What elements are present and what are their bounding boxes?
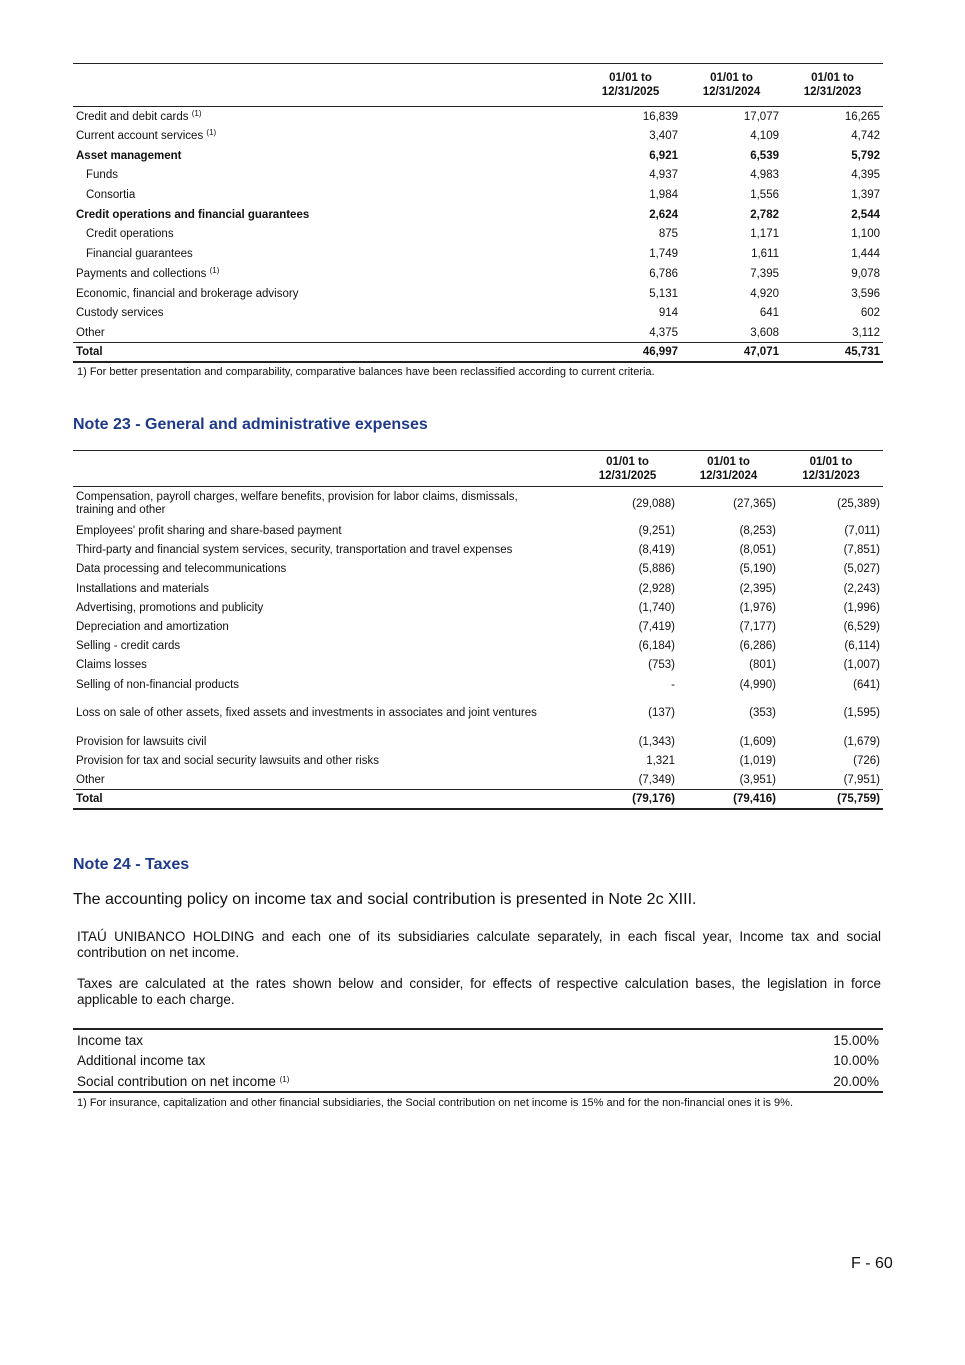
cell: 20.00%	[833, 1073, 879, 1089]
row-label: Credit and debit cards	[76, 110, 189, 123]
row-label: Provision for tax and social security lawsuits and other risks	[76, 754, 379, 767]
cell: 17,077	[743, 110, 779, 123]
note24-paragraph-2: Taxes are calculated at the rates shown below and consider, for effects of respective calculation bases, the legislation in force applicable to each charge.	[77, 976, 881, 1007]
cell: (753)	[648, 659, 675, 672]
cell: 4,742	[851, 130, 880, 143]
cell: (79,176)	[632, 793, 675, 805]
row-label: Income tax	[77, 1032, 144, 1048]
cell: (1,679)	[843, 735, 880, 748]
row-label: Custody services	[76, 307, 164, 320]
cell: 914	[658, 307, 678, 320]
cell: (801)	[749, 659, 776, 672]
cell: 1,749	[649, 248, 678, 261]
table-row	[73, 205, 883, 225]
cell: (5,886)	[638, 563, 675, 576]
row-label: Credit operations and financial guarantees	[76, 208, 310, 221]
cell: (1,595)	[843, 707, 880, 720]
cell: (7,011)	[844, 525, 880, 538]
cell: 2,544	[851, 208, 880, 221]
table-row	[73, 1071, 883, 1092]
row-label: Employees' profit sharing and share-based payment	[76, 525, 342, 538]
cell: 3,596	[851, 287, 880, 300]
cell: (79,416)	[733, 793, 776, 805]
row-label: Claims losses	[76, 659, 147, 672]
cell: (25,389)	[837, 498, 880, 511]
cell: (6,114)	[844, 640, 880, 653]
table-row	[73, 166, 883, 186]
cell: (75,759)	[837, 793, 880, 805]
note24-paragraph-1: ITAÚ UNIBANCO HOLDING and each one of its subsidiaries calculate separately, in each fiscal year, Income tax and social contribution on net income.	[77, 929, 881, 960]
table-row	[73, 637, 883, 656]
table-header-row	[73, 451, 883, 487]
cell: (641)	[853, 678, 880, 691]
total-row	[73, 790, 883, 809]
footnote-ref: (1)	[279, 1074, 290, 1084]
row-label: Current account services	[76, 130, 204, 143]
cell: 602	[860, 307, 880, 320]
header-col-2025: 01/01 to 12/31/2025	[601, 72, 660, 98]
cell: 6,786	[649, 267, 678, 280]
cell: (8,253)	[739, 525, 776, 538]
row-label: Installations and materials	[76, 582, 209, 595]
cell: 2,782	[750, 208, 779, 221]
table-row	[73, 522, 883, 541]
table-row	[73, 675, 883, 694]
cell: (7,851)	[843, 544, 880, 557]
cell: 46,997	[642, 346, 678, 358]
total-row	[73, 343, 883, 362]
table-row	[73, 560, 883, 579]
cell: (3,951)	[739, 773, 776, 786]
cell: 1,611	[751, 248, 779, 261]
cell: (353)	[749, 707, 776, 720]
cell: 1,321	[646, 754, 675, 767]
service-fees-table	[73, 63, 883, 363]
header-col-2023: 01/01 to 12/31/2023	[803, 72, 862, 98]
cell: (4,990)	[739, 678, 776, 691]
header-blank	[73, 64, 580, 107]
header-blank	[73, 451, 577, 487]
table-row	[73, 541, 883, 560]
cell: (137)	[648, 707, 675, 720]
table-header-row	[73, 64, 883, 107]
row-label: Additional income tax	[77, 1053, 206, 1068]
cell: (1,609)	[739, 735, 776, 748]
note24-intro: The accounting policy on income tax and social contribution is presented in Note 2c XIII.	[73, 891, 697, 908]
row-label: Other	[76, 773, 105, 786]
table-row	[73, 694, 883, 732]
cell: (1,019)	[739, 754, 776, 767]
cell: 5,792	[851, 149, 880, 162]
table-row	[73, 1050, 883, 1071]
table-row	[73, 487, 883, 522]
row-label: Depreciation and amortization	[76, 621, 229, 634]
page-number: F - 60	[851, 1255, 893, 1272]
row-label: Compensation, payroll charges, welfare benefits, provision for labor claims, dismissals, training and other	[76, 491, 518, 517]
row-label: Credit operations	[86, 228, 174, 241]
cell: (7,349)	[638, 773, 675, 786]
cell: 1,444	[851, 248, 880, 261]
cell: 875	[658, 228, 678, 241]
cell: 4,109	[750, 130, 779, 143]
cell: 2,624	[649, 208, 678, 221]
cell: (7,419)	[638, 621, 675, 634]
row-label: Third-party and financial system services, security, transportation and travel expenses	[76, 544, 513, 557]
table-row	[73, 303, 883, 323]
cell: (7,951)	[843, 773, 880, 786]
cell: (1,007)	[843, 659, 880, 672]
cell: (27,365)	[733, 498, 776, 511]
cell: (1,996)	[843, 601, 880, 614]
row-label: Data processing and telecommunications	[76, 563, 287, 576]
note24-title: Note 24 - Taxes	[73, 856, 190, 873]
cell: 3,112	[852, 326, 880, 339]
note23-title: Note 23 - General and administrative expenses	[73, 416, 428, 433]
table1-footnote: 1) For better presentation and comparability, comparative balances have been reclassified according to current criteria.	[77, 366, 655, 378]
table-row	[73, 185, 883, 205]
row-label: Consortia	[86, 189, 136, 202]
table-row	[73, 617, 883, 636]
table-row	[73, 598, 883, 617]
table-row	[73, 579, 883, 598]
header-col-2025: 01/01 to 12/31/2025	[598, 455, 657, 482]
cell: 16,839	[642, 110, 678, 123]
cell: 4,937	[649, 169, 678, 182]
table-row	[73, 284, 883, 304]
row-label: Loss on sale of other assets, fixed assets and investments in associates and joint ventures	[76, 707, 537, 720]
table-row	[73, 751, 883, 770]
note24-footnote: 1) For insurance, capitalization and other financial subsidiaries, the Social contribution on net income is 15% and for the non-financial ones it is 9%.	[77, 1097, 794, 1109]
cell: 1,556	[750, 189, 779, 202]
cell: 7,395	[750, 267, 779, 280]
table-row	[73, 323, 883, 343]
table-row	[73, 1029, 883, 1050]
cell: 3,407	[649, 130, 678, 143]
table-row	[73, 244, 883, 264]
table-row	[73, 732, 883, 751]
cell: 9,078	[851, 267, 880, 280]
cell: (726)	[853, 754, 880, 767]
cell: (2,395)	[739, 582, 776, 595]
footnote-ref: (1)	[209, 265, 220, 275]
table-row	[73, 264, 883, 284]
row-label: Financial guarantees	[86, 248, 193, 261]
row-label: Social contribution on net income	[77, 1073, 276, 1089]
cell: (8,051)	[739, 544, 776, 557]
row-label: Economic, financial and brokerage advisory	[76, 287, 299, 300]
cell: 10.00%	[833, 1053, 879, 1068]
table-row	[73, 656, 883, 675]
cell: (2,928)	[638, 582, 675, 595]
cell: (5,027)	[843, 563, 880, 576]
table-row	[73, 225, 883, 245]
cell: 16,265	[844, 110, 880, 123]
cell: 15.00%	[833, 1032, 879, 1048]
cell: 641	[759, 307, 779, 320]
tax-rates-table	[73, 1028, 883, 1093]
table-row	[73, 107, 883, 127]
cell: (5,190)	[739, 563, 776, 576]
admin-expenses-table	[73, 450, 883, 810]
cell: 45,731	[844, 346, 880, 358]
header-col-2024: 01/01 to 12/31/2024	[702, 72, 761, 98]
cell: (8,419)	[638, 544, 675, 557]
header-col-2023: 01/01 to 12/31/2023	[802, 455, 860, 482]
cell: (2,243)	[843, 582, 880, 595]
cell: (1,976)	[739, 601, 776, 614]
row-label: Other	[76, 326, 105, 339]
cell: (6,184)	[638, 640, 675, 653]
cell: (6,286)	[739, 640, 776, 653]
cell: (1,343)	[638, 735, 675, 748]
row-label: Selling of non-financial products	[76, 678, 240, 691]
cell: 4,983	[750, 169, 779, 182]
cell: (1,740)	[638, 601, 675, 614]
cell: 1,100	[851, 228, 880, 241]
table-row	[73, 126, 883, 146]
cell: 1,171	[750, 228, 779, 241]
row-label: Payments and collections	[76, 267, 207, 280]
cell: 4,920	[750, 287, 779, 300]
cell: (7,177)	[739, 621, 776, 634]
header-col-2024: 01/01 to 12/31/2024	[699, 455, 758, 482]
row-label: Total	[76, 793, 103, 805]
table-row	[73, 771, 883, 790]
row-label: Provision for lawsuits civil	[76, 735, 207, 748]
cell: 47,071	[743, 346, 779, 358]
footnote-ref: (1)	[206, 128, 217, 138]
row-label: Asset management	[76, 149, 182, 162]
cell: 5,131	[649, 287, 678, 300]
cell: (9,251)	[638, 525, 675, 538]
cell: 4,395	[851, 169, 880, 182]
cell: 6,539	[750, 149, 779, 162]
cell: (6,529)	[843, 621, 880, 634]
table-row	[73, 146, 883, 166]
cell: -	[671, 678, 675, 691]
cell: (29,088)	[632, 498, 675, 511]
cell: 6,921	[649, 149, 678, 162]
cell: 4,375	[649, 326, 678, 339]
row-label: Advertising, promotions and publicity	[76, 601, 264, 614]
footnote-ref: (1)	[191, 108, 202, 118]
row-label: Selling - credit cards	[76, 640, 181, 653]
row-label: Total	[76, 346, 103, 358]
cell: 3,608	[750, 326, 779, 339]
row-label: Funds	[86, 169, 118, 182]
cell: 1,397	[851, 189, 880, 202]
cell: 1,984	[649, 189, 678, 202]
